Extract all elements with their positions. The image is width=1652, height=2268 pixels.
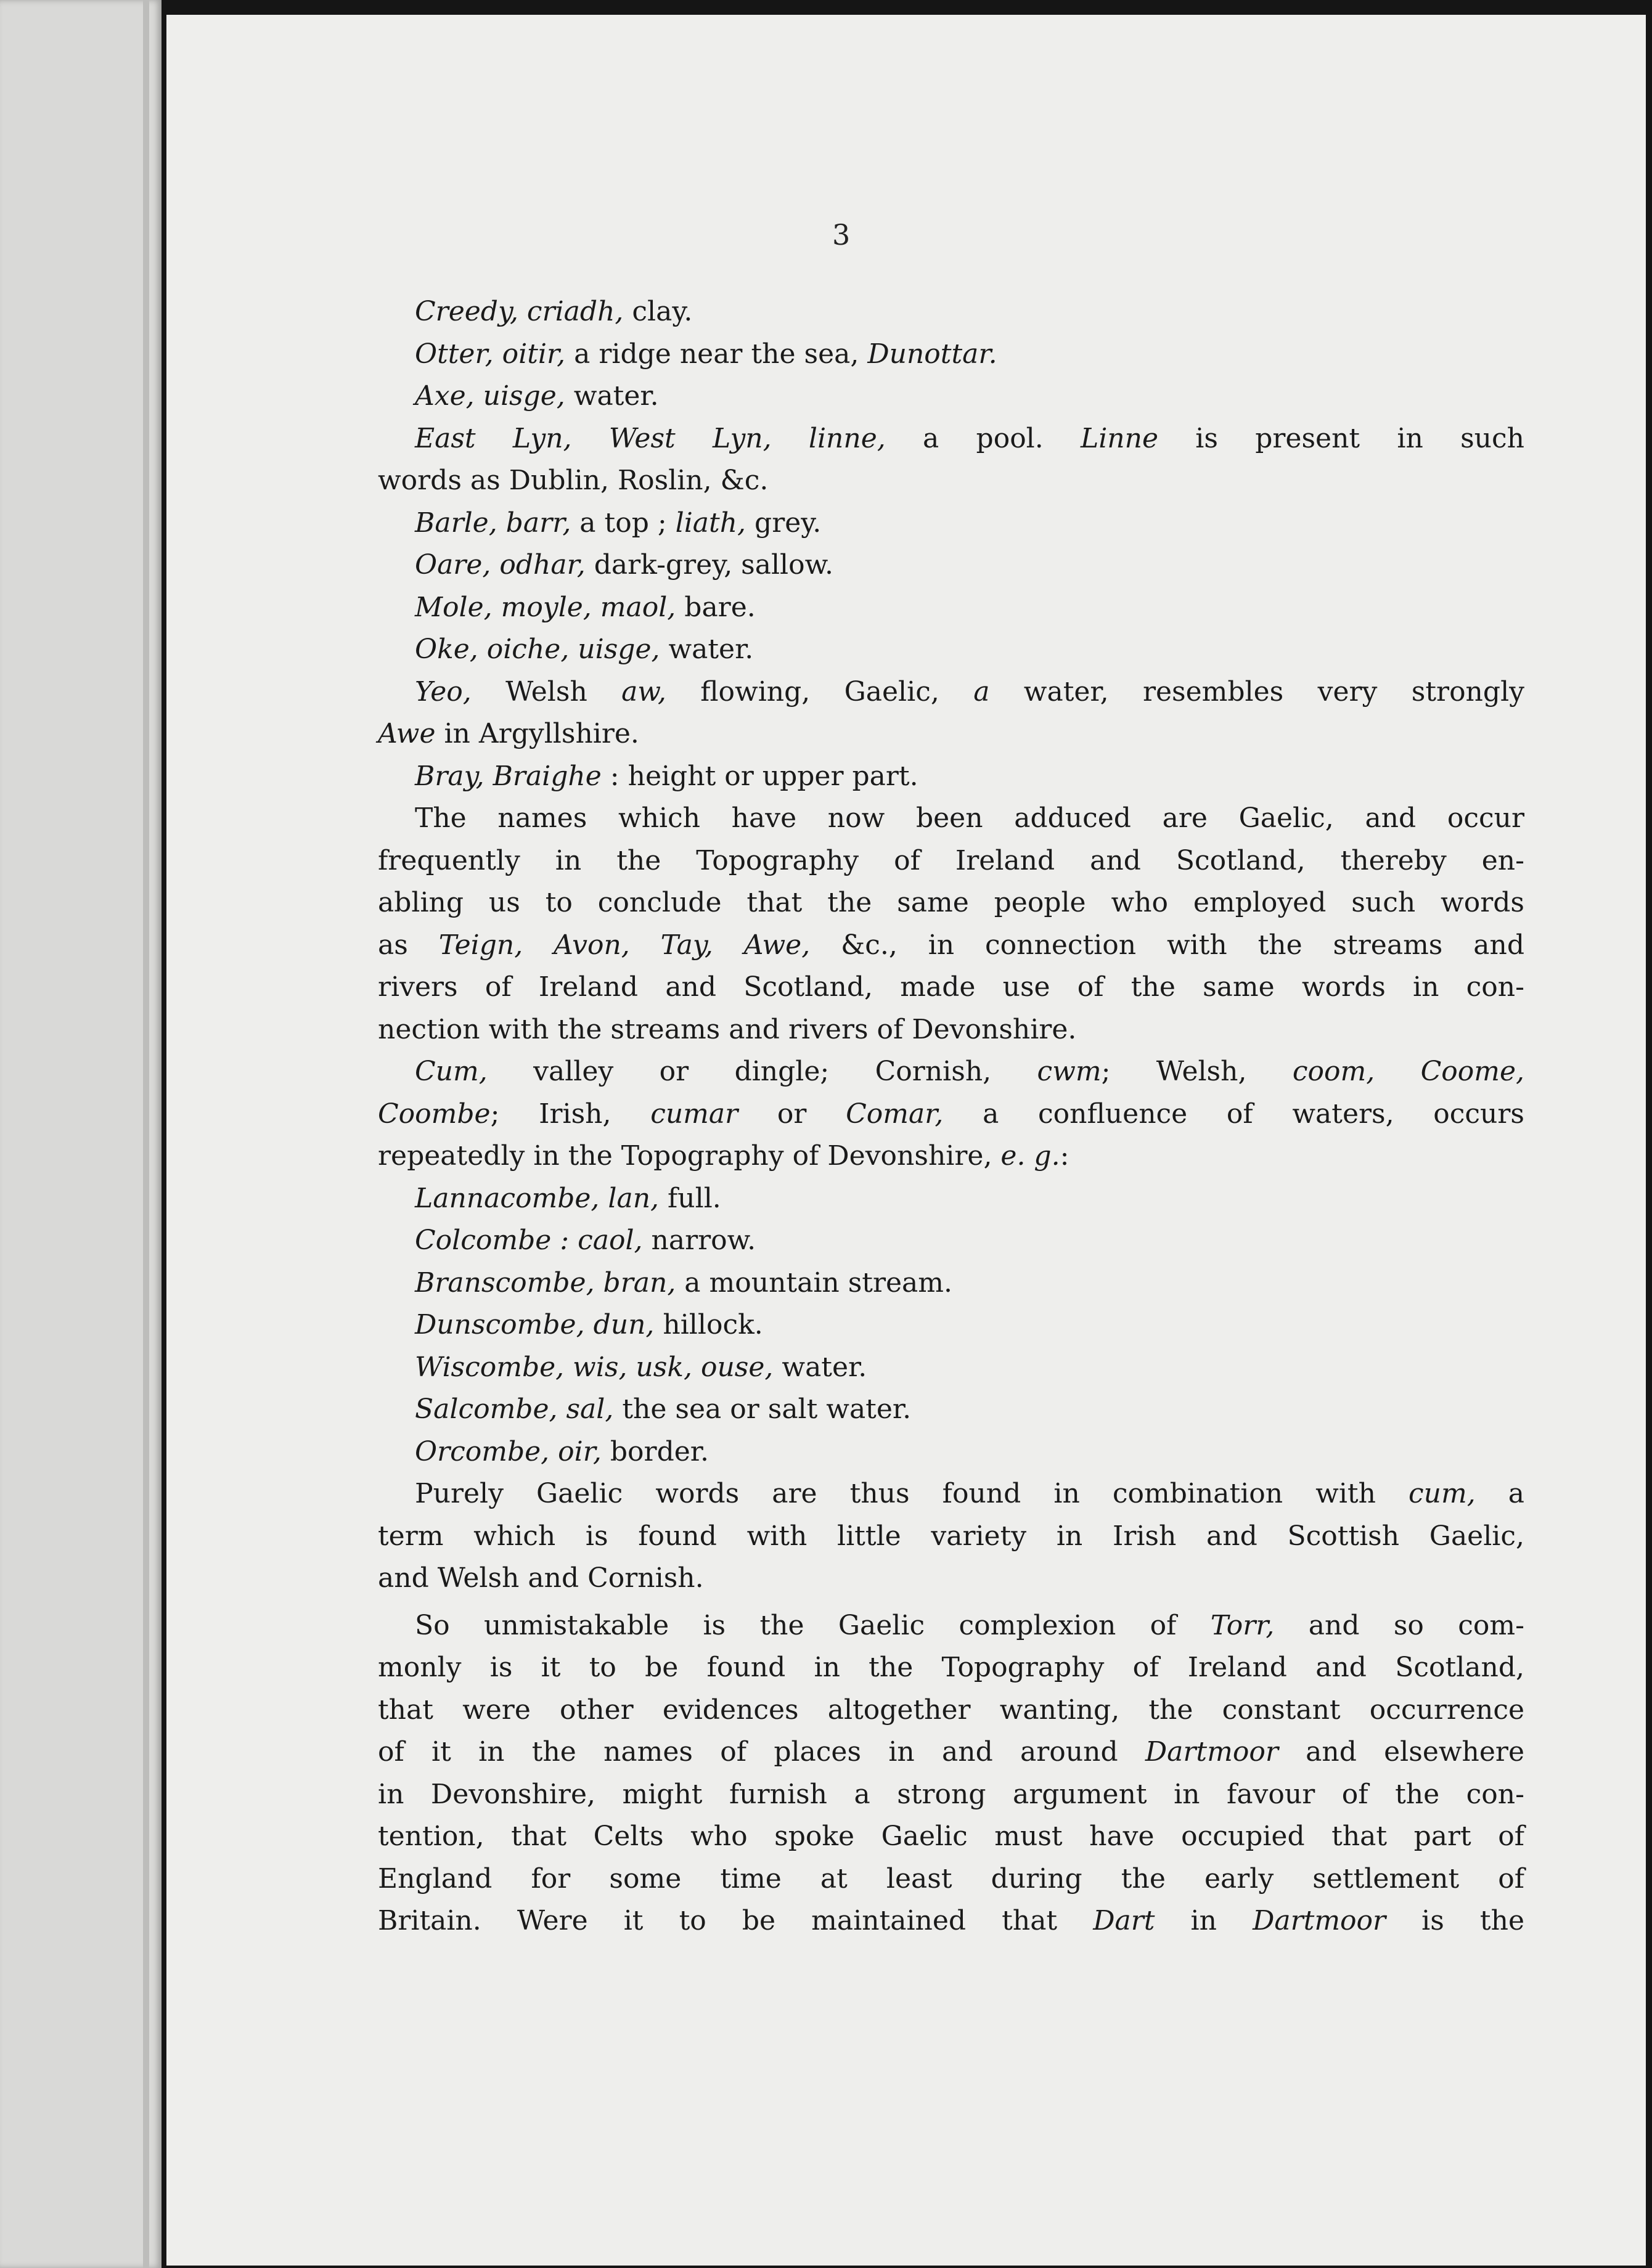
text-run: valley or dingle; Cornish, — [487, 1056, 1037, 1087]
text-line — [378, 587, 1524, 629]
text-line — [378, 840, 1524, 883]
text-run: : height or upper part. — [601, 760, 918, 792]
text-line — [378, 1220, 1524, 1262]
text-run: &c., in connection with the streams and — [810, 929, 1524, 961]
text-line — [378, 291, 1524, 333]
text-line — [378, 1816, 1524, 1858]
italic-term: coom, Coome, — [1292, 1056, 1524, 1087]
italic-term: Orcombe, oir, — [415, 1435, 602, 1467]
italic-term: Oke, oiche, uisge, — [415, 634, 660, 665]
italic-term: Comar, — [846, 1098, 944, 1130]
italic-term: Wiscombe, wis, usk, ouse, — [415, 1351, 774, 1383]
text-run: England for some time at least during the early settlement of — [378, 1862, 1524, 1895]
text-line — [378, 1431, 1524, 1474]
italic-term: liath, — [675, 507, 746, 539]
text-run: flowing, Gaelic, — [666, 675, 974, 708]
text-run: and Welsh and Cornish. — [378, 1562, 704, 1594]
text-run: monly is it to be found in the Topography of Ireland and Scotland, — [378, 1652, 1524, 1683]
text-line — [378, 1515, 1524, 1558]
text-run: ; Welsh, — [1101, 1056, 1293, 1087]
text-run: as — [378, 929, 439, 961]
text-line — [378, 1389, 1524, 1431]
text-line — [378, 1093, 1524, 1136]
text-run: hillock. — [654, 1309, 763, 1340]
text-line — [378, 882, 1524, 924]
text-line — [378, 1009, 1524, 1051]
text-run: a pool. — [885, 422, 1081, 454]
italic-term: Teign, Avon, Tay, Awe, — [438, 929, 811, 961]
text-run: water. — [660, 634, 754, 665]
adjacent-page-edge — [0, 0, 162, 2268]
text-run: is present in such — [1158, 422, 1524, 454]
text-line — [378, 1262, 1524, 1305]
text-run: water, resembles very strongly — [989, 675, 1524, 708]
text-run: repeatedly in the Topography of Devonshire, — [378, 1140, 1001, 1172]
text-run: Purely Gaelic words are thus found in combination with — [415, 1478, 1409, 1509]
italic-term: Yeo, — [415, 675, 472, 708]
italic-term: Dart — [1093, 1905, 1155, 1936]
text-run: rivers of Ireland and Scotland, made use of the same words in con- — [378, 971, 1524, 1003]
text-line — [378, 1135, 1524, 1178]
italic-term: Dartmoor — [1145, 1736, 1278, 1768]
text-run: a — [1475, 1478, 1525, 1509]
text-line — [378, 1731, 1524, 1774]
italic-term: Mole, moyle, maol, — [415, 591, 676, 623]
text-line — [378, 460, 1524, 502]
italic-term: Bray, Braighe — [415, 760, 602, 792]
body-text — [378, 15, 1524, 1943]
italic-term: Axe, uisge, — [415, 380, 565, 412]
italic-term: Colcombe : caol, — [415, 1225, 643, 1256]
text-line — [378, 1178, 1524, 1220]
text-run: So unmistakable is the Gaelic complexion of — [415, 1609, 1211, 1641]
text-run: : — [1060, 1140, 1069, 1172]
text-run: is the — [1386, 1905, 1524, 1936]
italic-term: Salcombe, sal, — [415, 1393, 614, 1425]
italic-term: Dunscombe, dun, — [415, 1309, 655, 1340]
text-run: a mountain stream. — [676, 1267, 952, 1299]
page-number: 3 — [832, 218, 851, 251]
text-run: narrow. — [642, 1225, 756, 1256]
text-line — [378, 333, 1524, 376]
italic-term: a — [973, 675, 990, 708]
italic-term: Coombe — [378, 1098, 491, 1130]
italic-term: Branscombe, bran, — [415, 1267, 676, 1299]
text-run: and so com- — [1274, 1609, 1524, 1641]
text-line — [378, 1689, 1524, 1732]
italic-term: Torr, — [1210, 1609, 1275, 1641]
italic-term: Otter, oitir, — [415, 338, 566, 370]
text-run: term which is found with little variety in Irish and Scottish Gaelic, — [378, 1520, 1524, 1552]
text-line — [378, 418, 1524, 460]
text-run: and elsewhere — [1278, 1736, 1524, 1768]
text-line — [378, 924, 1524, 967]
text-line — [378, 1051, 1524, 1093]
page-fold-shadow — [143, 0, 149, 2268]
italic-term: Creedy, criadh, — [415, 296, 624, 327]
text-line — [378, 1647, 1524, 1689]
text-run: border. — [601, 1435, 709, 1467]
text-run: water. — [773, 1351, 867, 1383]
italic-term: Linne — [1081, 422, 1159, 454]
text-line — [378, 1605, 1524, 1647]
italic-term: Oare, odhar, — [415, 549, 586, 581]
text-line — [378, 797, 1524, 840]
text-line — [378, 671, 1524, 714]
text-line — [378, 1900, 1524, 1943]
italic-term: aw, — [621, 675, 666, 708]
italic-term: Awe — [378, 718, 436, 749]
italic-term: Barle, barr, — [415, 507, 571, 539]
italic-term: East Lyn, West Lyn, linne, — [415, 422, 886, 454]
text-run: nection with the streams and rivers of Devonshire. — [378, 1013, 1077, 1045]
text-run: abling us to conclude that the same people who employed such words — [378, 887, 1524, 918]
text-line — [378, 966, 1524, 1009]
text-run: a ridge near the sea, — [565, 338, 868, 370]
text-run: clay. — [623, 296, 693, 327]
text-run: or — [738, 1098, 846, 1130]
text-run: a confluence of waters, occurs — [943, 1098, 1525, 1130]
text-run: full. — [659, 1182, 721, 1214]
text-run: in Argyllshire. — [435, 718, 639, 749]
text-line — [378, 375, 1524, 418]
text-line — [378, 1347, 1524, 1389]
italic-term: cum, — [1409, 1478, 1476, 1509]
text-line — [378, 713, 1524, 756]
book-page — [166, 15, 1646, 2266]
italic-term: cumar — [650, 1098, 738, 1130]
text-run: water. — [565, 380, 659, 412]
text-run: in — [1155, 1905, 1253, 1936]
text-run: frequently in the Topography of Ireland and Scotland, thereby en- — [378, 844, 1524, 876]
text-line — [378, 544, 1524, 587]
italic-term: Cum, — [415, 1056, 488, 1087]
text-line — [378, 1557, 1524, 1600]
italic-term: Dunottar. — [867, 338, 997, 370]
text-run: that were other evidences altogether wanting, the constant occurrence — [378, 1694, 1524, 1726]
text-run: a top ; — [571, 507, 676, 539]
text-line — [378, 756, 1524, 798]
text-line — [378, 1473, 1524, 1515]
text-run: grey. — [746, 507, 822, 539]
text-run: Britain. Were it to be maintained that — [378, 1905, 1094, 1936]
text-line — [378, 1858, 1524, 1901]
text-line — [378, 629, 1524, 671]
text-run: The names which have now been adduced are Gaelic, and occur — [415, 802, 1524, 834]
italic-term: Dartmoor — [1253, 1905, 1386, 1936]
text-run: ; Irish, — [490, 1098, 651, 1130]
italic-term: cwm — [1037, 1056, 1102, 1087]
text-line — [378, 502, 1524, 545]
text-run: words as Dublin, Roslin, &c. — [378, 465, 769, 496]
italic-term: e. g. — [1000, 1140, 1060, 1172]
text-run: Welsh — [471, 675, 622, 708]
text-line — [378, 1774, 1524, 1816]
text-run: tention, that Celts who spoke Gaelic must have occupied that part of — [378, 1821, 1524, 1852]
text-run: dark-grey, sallow. — [585, 549, 834, 581]
text-run: in Devonshire, might furnish a strong argument in favour of the con- — [378, 1778, 1524, 1810]
text-line — [378, 1304, 1524, 1347]
text-run: the sea or salt water. — [613, 1393, 912, 1425]
text-run: bare. — [676, 591, 756, 623]
text-run: of it in the names of places in and around — [378, 1736, 1145, 1768]
italic-term: Lannacombe, lan, — [415, 1182, 660, 1214]
